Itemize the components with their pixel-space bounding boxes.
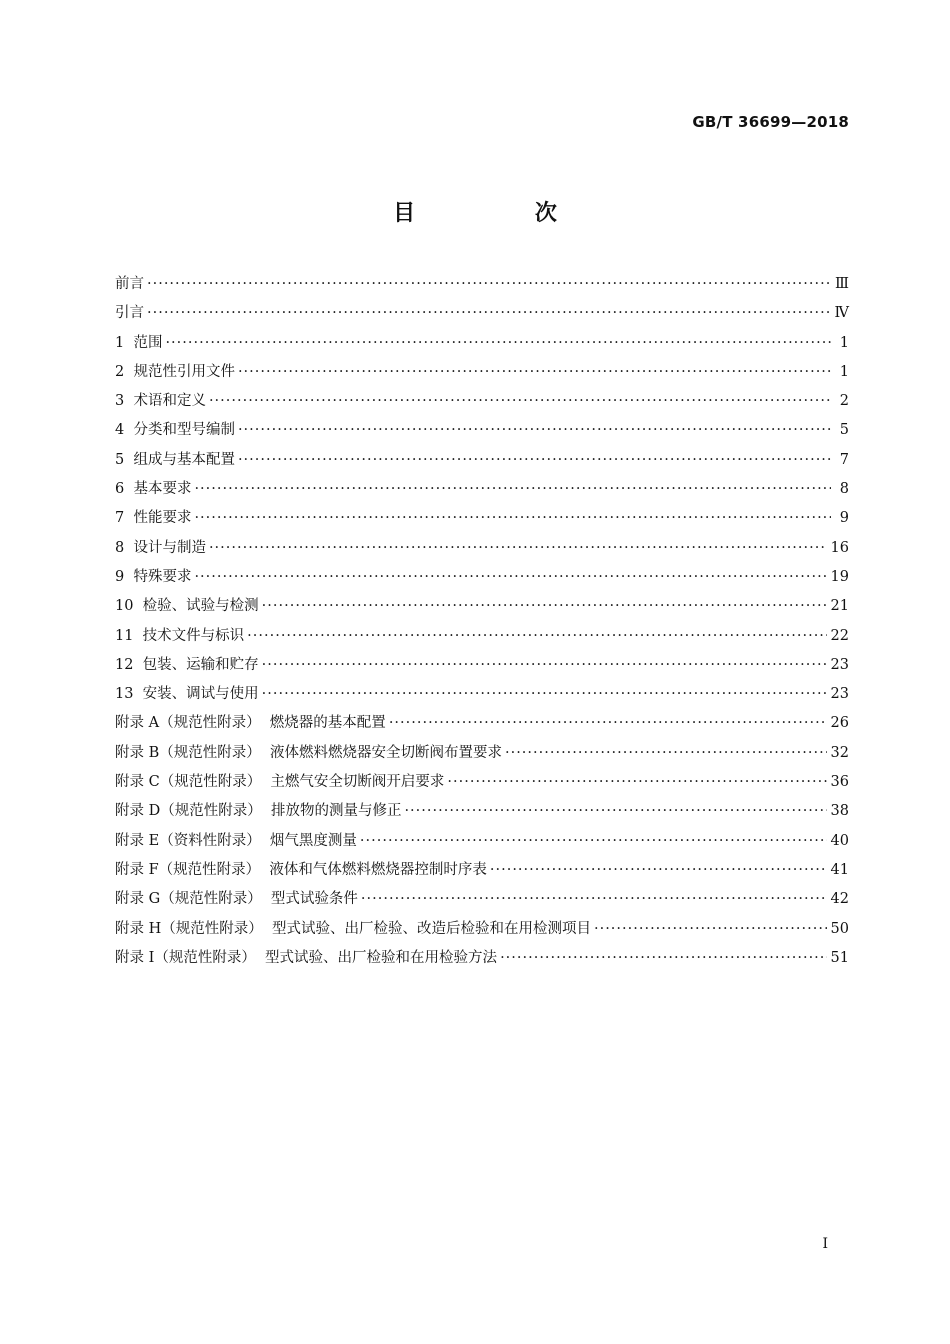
- dot-leader: [194, 504, 831, 533]
- toc-entry-page: 1: [839, 334, 849, 351]
- toc-entry[interactable]: [115, 387, 849, 416]
- dot-leader: [262, 592, 827, 621]
- toc-entry[interactable]: [115, 475, 849, 504]
- dot-leader: [209, 534, 827, 563]
- page-title: 目 次: [393, 201, 613, 226]
- toc-entry-label: 12 包装、运输和贮存: [115, 656, 259, 673]
- toc-entry-label: 10 检验、试验与检测: [115, 598, 259, 615]
- toc-entry[interactable]: [115, 622, 849, 651]
- toc-entry-page: 38: [830, 803, 849, 820]
- toc-entry-page: 40: [830, 832, 849, 849]
- toc-entry-label: 1 范围: [115, 334, 163, 351]
- toc-entry-label: 4 分类和型号编制: [115, 422, 235, 439]
- toc-entry-label: 附录 F（规范性附录） 液体和气体燃料燃烧器控制时序表: [115, 861, 487, 878]
- toc-entry-page: 32: [830, 744, 849, 761]
- toc-entry-page: 7: [839, 451, 849, 468]
- toc-entry[interactable]: [115, 270, 849, 299]
- toc-entry-label: 附录 A（规范性附录） 燃烧器的基本配置: [115, 715, 386, 732]
- toc-entry-page: 5: [839, 422, 849, 439]
- toc-entry-page: 41: [830, 861, 849, 878]
- toc-entry[interactable]: [115, 739, 849, 768]
- toc-entry[interactable]: [115, 592, 849, 621]
- toc-entry-label: 3 术语和定义: [115, 393, 206, 410]
- dot-leader: [360, 827, 827, 856]
- toc-entry-page: 2: [839, 393, 849, 410]
- toc-entry[interactable]: [115, 944, 849, 973]
- dot-leader: [247, 622, 826, 651]
- dot-leader: [194, 475, 831, 504]
- dot-leader: [361, 885, 827, 914]
- toc-entry[interactable]: [115, 651, 849, 680]
- dot-leader: [147, 299, 831, 328]
- toc-entry-page: 16: [830, 539, 849, 556]
- toc-entry[interactable]: [115, 709, 849, 738]
- dot-leader: [238, 416, 831, 445]
- dot-leader: [209, 387, 831, 416]
- toc-entry[interactable]: [115, 504, 849, 533]
- toc-entry-label: 13 安装、调试与使用: [115, 686, 259, 703]
- toc-entry-label: 前言: [115, 276, 144, 292]
- toc-entry[interactable]: [115, 768, 849, 797]
- dot-leader: [594, 915, 827, 944]
- dot-leader: [238, 358, 831, 387]
- toc-entry-page: 26: [830, 715, 849, 732]
- toc-entry-page: 8: [839, 481, 849, 498]
- dot-leader: [194, 563, 826, 592]
- toc-entry[interactable]: [115, 329, 849, 358]
- toc-entry[interactable]: [115, 534, 849, 563]
- toc-entry-label: 9 特殊要求: [115, 568, 192, 585]
- toc-entry-page: 42: [830, 891, 849, 908]
- toc-entry-label: 5 组成与基本配置: [115, 451, 235, 468]
- toc-entry[interactable]: [115, 856, 849, 885]
- toc-entry[interactable]: [115, 680, 849, 709]
- toc-entry-page: 50: [830, 920, 849, 937]
- toc-entry[interactable]: [115, 563, 849, 592]
- toc-entry[interactable]: [115, 885, 849, 914]
- standard-number: GB/T 36699—2018: [692, 113, 849, 131]
- dot-leader: [147, 270, 831, 299]
- dot-leader: [490, 856, 827, 885]
- dot-leader: [447, 768, 826, 797]
- toc-entry-label: 附录 D（规范性附录） 排放物的测量与修正: [115, 803, 402, 820]
- toc-entry-label: 附录 E（资料性附录） 烟气黑度测量: [115, 832, 357, 849]
- toc-entry-label: 附录 G（规范性附录） 型式试验条件: [115, 891, 358, 908]
- toc-entry-label: 6 基本要求: [115, 481, 192, 498]
- toc-entry-page: 36: [830, 774, 849, 791]
- toc-entry-page: 22: [830, 627, 849, 644]
- toc-entry-label: 附录 I（规范性附录） 型式试验、出厂检验和在用检验方法: [115, 949, 498, 966]
- toc-entry-label: 8 设计与制造: [115, 539, 206, 556]
- table-of-contents: [115, 270, 849, 973]
- toc-entry-page: 23: [830, 656, 849, 673]
- page-number: I: [822, 1236, 828, 1252]
- toc-entry[interactable]: [115, 915, 849, 944]
- toc-entry-page: 21: [830, 598, 849, 615]
- toc-entry[interactable]: [115, 827, 849, 856]
- toc-entry-page: 51: [830, 949, 849, 966]
- toc-entry-page: 19: [830, 568, 849, 585]
- toc-entry[interactable]: [115, 416, 849, 445]
- toc-entry[interactable]: [115, 446, 849, 475]
- toc-entry-label: 11 技术文件与标识: [115, 627, 245, 644]
- toc-entry[interactable]: [115, 299, 849, 328]
- toc-entry-page: 23: [830, 686, 849, 703]
- toc-entry-page: Ⅳ: [834, 305, 849, 322]
- dot-leader: [404, 797, 826, 826]
- dot-leader: [165, 329, 831, 358]
- dot-leader: [505, 739, 827, 768]
- dot-leader: [389, 709, 827, 738]
- toc-entry-page: 1: [839, 363, 849, 380]
- toc-entry[interactable]: [115, 358, 849, 387]
- dot-leader: [262, 680, 827, 709]
- toc-entry-page: 9: [839, 510, 849, 527]
- dot-leader: [262, 651, 827, 680]
- toc-entry-label: 附录 C（规范性附录） 主燃气安全切断阀开启要求: [115, 774, 445, 791]
- toc-entry-page: Ⅲ: [835, 276, 849, 292]
- toc-entry-label: 7 性能要求: [115, 510, 192, 527]
- dot-leader: [500, 944, 826, 973]
- toc-entry-label: 引言: [115, 305, 144, 322]
- toc-entry[interactable]: [115, 797, 849, 826]
- toc-entry-label: 附录 H（规范性附录） 型式试验、出厂检验、改造后检验和在用检测项目: [115, 920, 591, 937]
- toc-entry-label: 2 规范性引用文件: [115, 363, 235, 380]
- toc-entry-label: 附录 B（规范性附录） 液体燃料燃烧器安全切断阀布置要求: [115, 744, 502, 761]
- dot-leader: [238, 446, 831, 475]
